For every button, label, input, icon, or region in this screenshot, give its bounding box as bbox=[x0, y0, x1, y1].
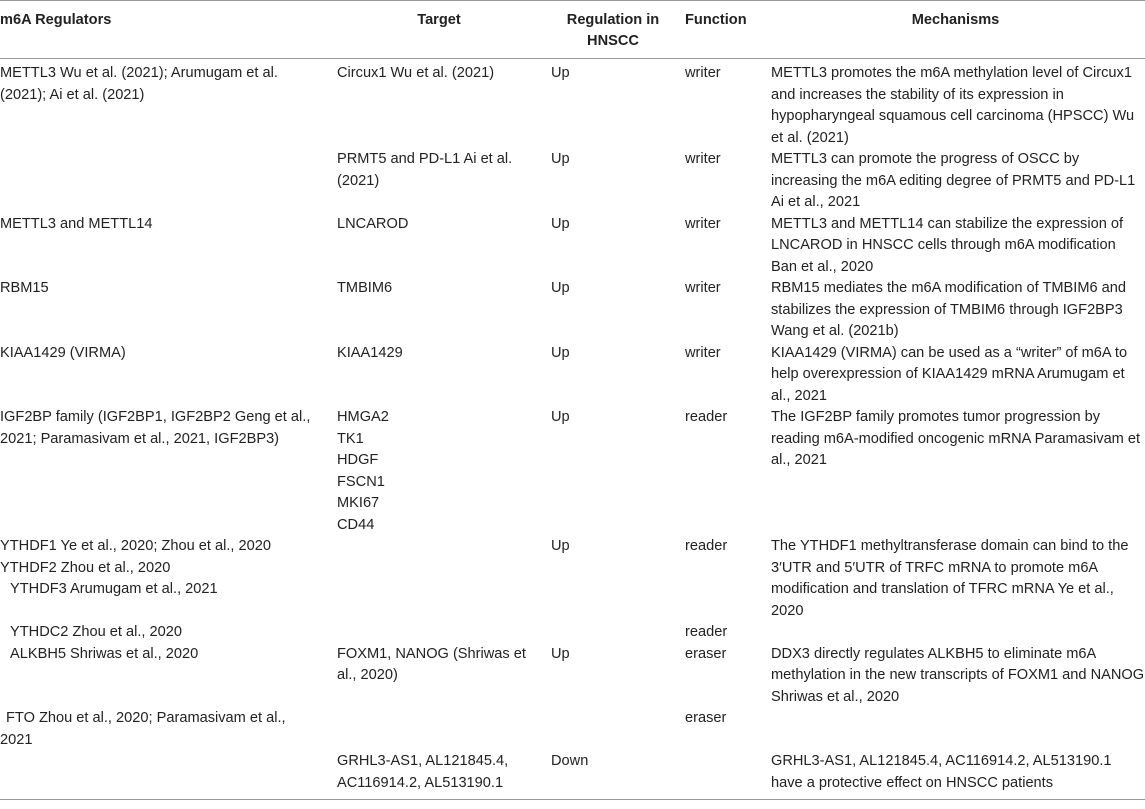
target-cell: TMBIM6 bbox=[337, 280, 393, 296]
table-row bbox=[0, 343, 1145, 408]
target-line: MKI67 bbox=[337, 495, 380, 511]
target-line: TK1 bbox=[337, 430, 364, 447]
mechanism-cell: METTL3 and METTL14 can stabilize the expression of LNCAROD in HNSCC cells through m6A modification Ban et al., 2020 bbox=[771, 215, 1124, 275]
target-cell: LNCAROD bbox=[337, 215, 409, 232]
function-cell: eraser bbox=[685, 645, 727, 662]
mechanism-cell: GRHL3-AS1, AL121845.4, AC116914.2, AL513190.1 have a protective effect on HNSCC patients bbox=[771, 753, 1112, 791]
mechanism-cell: METTL3 can promote the progress of OSCC by increasing the m6A editing degree of PRMT5 and PD-L1 Ai et al., 2021 bbox=[771, 151, 1136, 210]
regulator-line: YTHDF2 Zhou et al., 2020 bbox=[0, 559, 171, 576]
target-cell bbox=[332, 708, 546, 751]
mechanism-cell bbox=[766, 708, 1145, 751]
regulation-cell bbox=[546, 708, 680, 751]
regulation-cell: Up bbox=[551, 538, 570, 554]
regulation-cell: Up bbox=[551, 344, 570, 361]
mechanism-cell: The IGF2BP family promotes tumor progression by reading m6A-modified oncogenic mRNA Paramasivam et al., 2021 bbox=[771, 409, 1141, 468]
header-mechanisms: Mechanisms bbox=[911, 12, 1000, 28]
table-row bbox=[0, 407, 1145, 536]
regulator-line: YTHDF3 Arumugam et al., 2021 bbox=[10, 581, 218, 597]
regulator-cell: RBM15 bbox=[0, 280, 49, 296]
table-row bbox=[0, 536, 1145, 622]
regulator-cell: IGF2BP family (IGF2BP1, IGF2BP2 Geng et al., 2021; Paramasivam et al., 2021, IGF2BP3) bbox=[0, 409, 311, 447]
header-regulation-label: Regulation in HNSCC bbox=[566, 12, 660, 49]
target-cell: Circux1 Wu et al. (2021) bbox=[337, 65, 495, 81]
header-m6a-regulators: m6A Regulators bbox=[0, 12, 112, 28]
target-line: HMGA2 bbox=[337, 409, 389, 425]
function-cell: reader bbox=[685, 538, 728, 554]
regulator-cell: METTL3 Wu et al. (2021); Arumugam et al. (2021); Ai et al. (2021) bbox=[0, 65, 278, 103]
function-cell: writer bbox=[685, 280, 721, 296]
regulator-text: FTO Zhou et al., 2020; Paramasivam et al., 2021 bbox=[0, 710, 286, 748]
table-row bbox=[0, 751, 1145, 800]
header-regulation bbox=[546, 1, 680, 59]
table-row bbox=[0, 149, 1145, 214]
regulation-cell: Up bbox=[551, 409, 570, 425]
function-cell: reader bbox=[685, 409, 728, 425]
regulation-cell: Up bbox=[551, 280, 570, 296]
function-cell: reader bbox=[685, 624, 728, 640]
mechanism-cell: KIAA1429 (VIRMA) can be used as a “writer” of m6A to help overexpression of KIAA1429 mRNA Arumugam et al., 2021 bbox=[771, 344, 1128, 404]
target-cell: KIAA1429 bbox=[337, 344, 403, 361]
table-row bbox=[0, 59, 1145, 150]
target-line: CD44 bbox=[337, 516, 375, 533]
regulator-cell bbox=[0, 536, 332, 622]
target-line: FSCN1 bbox=[337, 473, 385, 490]
regulation-cell: Up bbox=[551, 151, 570, 167]
regulator-cell bbox=[0, 708, 332, 751]
target-cell bbox=[332, 536, 546, 622]
table-row bbox=[0, 278, 1145, 343]
target-cell bbox=[332, 622, 546, 644]
table-row bbox=[0, 622, 1145, 644]
mechanism-cell: DDX3 directly regulates ALKBH5 to eliminate m6A methylation in the new transcripts of FOXM1 and NANOG Shriwas et al., 2020 bbox=[771, 645, 1145, 705]
regulator-line: ALKBH5 Shriwas et al., 2020 bbox=[10, 645, 199, 662]
table-header-row bbox=[0, 1, 1145, 59]
mechanism-cell: The YTHDF1 methyltransferase domain can bind to the 3′UTR and 5′UTR of TRFC mRNA to promote m6A modification and translation of TFRC mRNA Ye et al., 2020 bbox=[771, 538, 1129, 619]
function-cell: writer bbox=[685, 151, 721, 167]
regulation-cell: Down bbox=[551, 753, 589, 769]
regulator-cell bbox=[0, 622, 332, 644]
regulation-cell: Up bbox=[551, 645, 570, 662]
table-row bbox=[0, 708, 1145, 751]
regulator-line: YTHDF1 Ye et al., 2020; Zhou et al., 2020 bbox=[0, 538, 271, 554]
function-cell: writer bbox=[685, 344, 721, 361]
function-cell: writer bbox=[685, 215, 721, 232]
target-cell: GRHL3-AS1, AL121845.4, AC116914.2, AL513190.1 bbox=[337, 753, 509, 791]
regulator-cell bbox=[0, 149, 332, 214]
mechanism-cell bbox=[766, 622, 1145, 644]
table-row bbox=[0, 214, 1145, 279]
regulator-cell: METTL3 and METTL14 bbox=[0, 215, 153, 232]
function-cell: writer bbox=[685, 65, 721, 81]
table-row bbox=[0, 644, 1145, 709]
mechanism-cell: RBM15 mediates the m6A modification of TMBIM6 and stabilizes the expression of TMBIM6 through IGF2BP3 Wang et al. (2021b) bbox=[771, 280, 1127, 339]
header-function: Function bbox=[685, 12, 747, 28]
regulator-line: YTHDC2 Zhou et al., 2020 bbox=[10, 624, 182, 640]
target-line: HDGF bbox=[337, 452, 379, 468]
regulation-cell: Up bbox=[551, 65, 570, 81]
header-target: Target bbox=[417, 12, 461, 28]
regulation-cell bbox=[546, 622, 680, 644]
mechanism-cell: METTL3 promotes the m6A methylation level of Circux1 and increases the stability of its expression in hypopharyngeal squamous cell carcinoma (HPSCC) Wu et al. (2021) bbox=[771, 65, 1135, 146]
function-cell bbox=[680, 751, 766, 800]
target-cell bbox=[332, 407, 546, 536]
target-cell: FOXM1, NANOG (Shriwas et al., 2020) bbox=[337, 645, 526, 683]
regulator-cell: KIAA1429 (VIRMA) bbox=[0, 344, 126, 361]
regulator-cell bbox=[0, 644, 332, 709]
function-cell: eraser bbox=[685, 710, 727, 726]
regulation-cell: Up bbox=[551, 215, 570, 232]
target-cell: PRMT5 and PD-L1 Ai et al. (2021) bbox=[337, 151, 513, 189]
regulator-cell bbox=[0, 751, 332, 800]
